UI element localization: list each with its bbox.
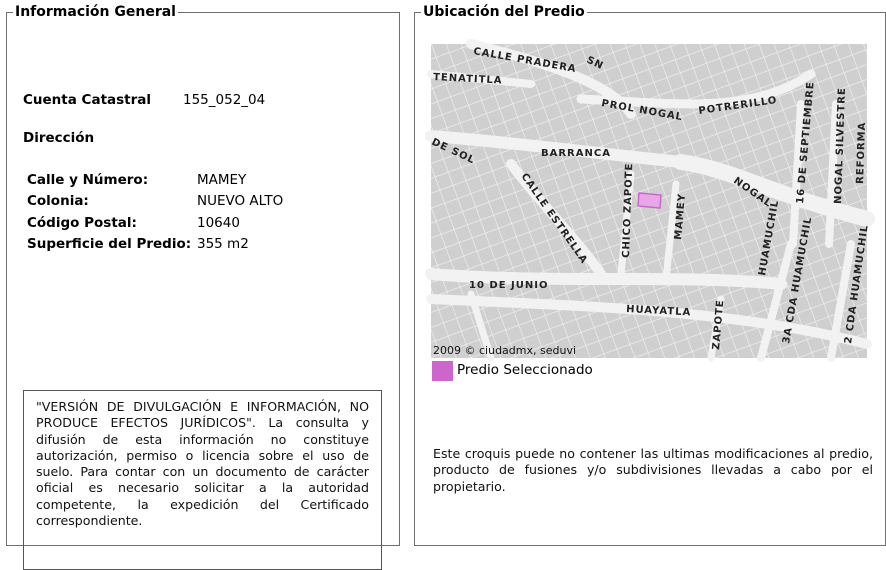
map-label-huayatla: HUAYATLA <box>625 304 692 319</box>
direccion-label: Dirección <box>23 130 95 146</box>
map-label-3a-cda-huamuchil: 3A CDA HUAMUCHIL <box>781 215 815 345</box>
map-label-2-cda-huamuchil: 2 CDA HUAMUCHIL <box>843 223 871 345</box>
legal-notice: "VERSIÓN DE DIVULGACIÓN E INFORMACIÓN, NO PRODUCE EFECTOS JURÍDICOS". La consulta y difusión de esta información no constituye autorización, permiso o licencia sobre el uso de suelo. Para contar con un documento de carácter oficial es necesario solicitar a la autoridad competente, la expedición del Certificado correspondiente. <box>23 390 382 570</box>
map-canvas <box>429 44 871 358</box>
general-info-title: Información General <box>15 4 176 20</box>
map-label-16-septiembre: 16 DE SEPTIEMBRE <box>795 80 817 205</box>
map-label-barranca: BARRANCA <box>541 148 611 159</box>
map-label-estrella: CALLE ESTRELLA <box>518 171 590 267</box>
map-label-nogal: NOGAL <box>731 175 774 210</box>
map-label-mamey: MAMEY <box>673 192 689 241</box>
codigo-postal-value: 10640 <box>197 215 240 231</box>
colonia-label: Colonia: <box>27 193 89 209</box>
map-label-zapote: ZAPOTE <box>711 299 727 351</box>
calle-value: MAMEY <box>197 172 247 188</box>
location-map[interactable] <box>429 44 871 358</box>
map-label-pradera: CALLE PRADERA <box>472 46 578 76</box>
map-label-potrerillo: POTRERILLO <box>697 95 779 117</box>
cuenta-catastral-label: Cuenta Catastral <box>23 92 152 108</box>
legend-label: Predio Seleccionado <box>457 362 593 378</box>
colonia-value: NUEVO ALTO <box>197 193 284 209</box>
selected-parcel-swatch <box>432 361 453 381</box>
map-label-reforma: REFORMA <box>855 121 869 185</box>
superficie-value: 355 m2 <box>197 236 249 252</box>
map-label-sn: SN <box>584 54 606 73</box>
map-label-de-sol: DE SOL <box>429 136 477 167</box>
cuenta-catastral-value: 155_052_04 <box>183 92 266 108</box>
map-label-huamuchil: HUAMUCHIL <box>757 198 782 277</box>
superficie-label: Superficie del Predio: <box>27 236 192 252</box>
calle-label: Calle y Número: <box>27 172 149 188</box>
map-label-tenatitla: TENATITLA <box>432 72 503 87</box>
location-panel <box>414 4 886 546</box>
map-disclaimer: Este croquis puede no contener las ultimas modificaciones al predio, producto de fusiones y/o subdivisiones llevadas a cabo por el propietario. <box>433 446 873 494</box>
general-info-panel <box>6 4 400 546</box>
map-label-nogal-silvestre: NOGAL SILVESTRE <box>833 87 849 205</box>
map-label-10-junio: 10 DE JUNIO <box>469 280 549 291</box>
location-title: Ubicación del Predio <box>423 4 585 20</box>
codigo-postal-label: Código Postal: <box>27 215 137 231</box>
map-label-prol-nogal: PROL NOGAL <box>600 98 684 124</box>
map-copyright: 2009 © ciudadmx, seduvi <box>433 344 577 357</box>
map-label-chico-zapote: CHICO ZAPOTE <box>621 162 636 259</box>
selected-parcel <box>638 193 661 208</box>
